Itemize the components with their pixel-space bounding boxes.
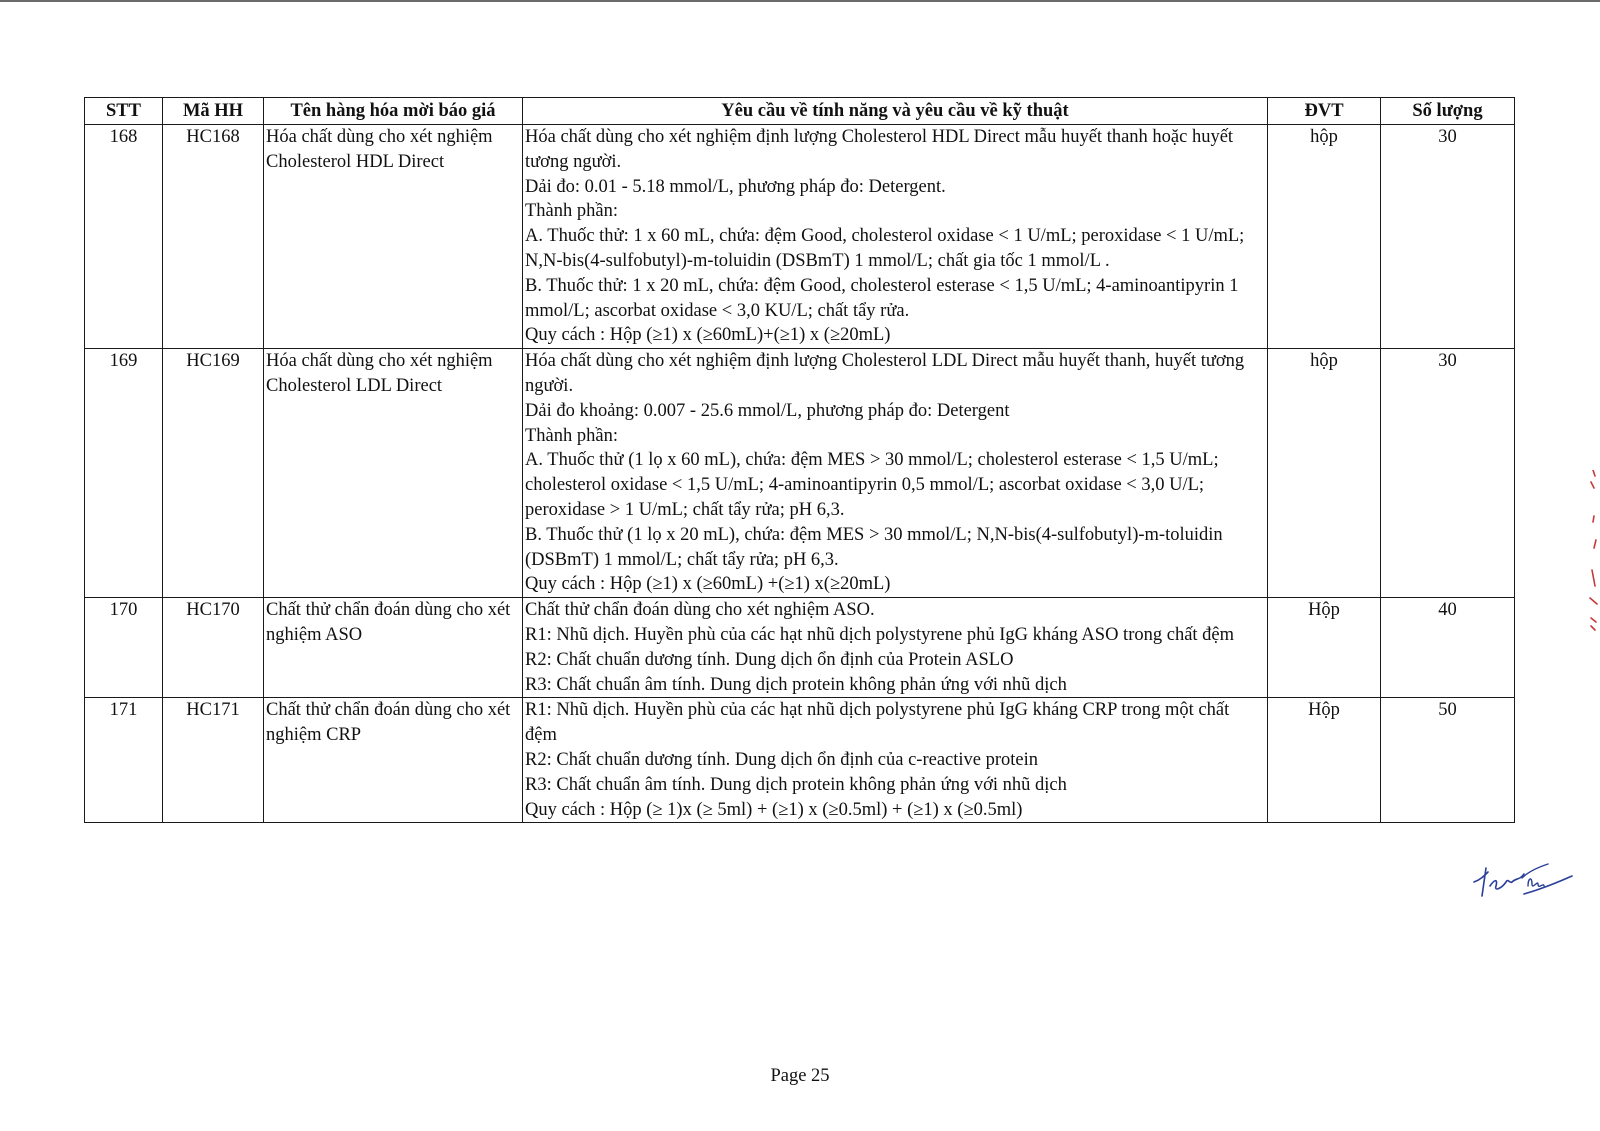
cell-quantity: 50 [1381, 698, 1515, 823]
cell-quantity: 40 [1381, 598, 1515, 698]
requirement-line: B. Thuốc thử (1 lọ x 20 mL), chứa: đệm MES > 30 mmol/L; N,N-bis(4-sulfobutyl)-m-toluidin (DSBmT) 1 mmol/L; chất tẩy rửa; pH 6,3. [525, 524, 1223, 570]
cell-code: HC168 [163, 125, 264, 349]
cell-stt: 170 [85, 598, 163, 698]
cell-unit: Hộp [1268, 598, 1381, 698]
goods-table [84, 97, 1515, 823]
requirement-line: Thành phần: [525, 201, 618, 222]
cell-requirements [523, 698, 1268, 823]
margin-red-marks [1585, 470, 1600, 650]
cell-quantity: 30 [1381, 349, 1515, 598]
handwritten-initials-signature [1466, 860, 1576, 910]
requirement-line: Dải đo: 0.01 - 5.18 mmol/L, phương pháp đo: Detergent. [525, 176, 946, 197]
requirement-line: A. Thuốc thử: 1 x 60 mL, chứa: đệm Good, cholesterol oxidase < 1 U/mL; peroxidase < 1 U/mL; N,N-bis(4-sulfobutyl)-m-toluidin (DSBmT) 1 mmol/L; chất gia tốc 1 mmol/L . [525, 226, 1245, 271]
header-name: Tên hàng hóa mời báo giá [264, 98, 523, 125]
table-row [85, 349, 1515, 598]
header-unit: ĐVT [1268, 98, 1381, 125]
table-header-row [85, 98, 1515, 125]
cell-requirements [523, 125, 1268, 349]
cell-unit: Hộp [1268, 698, 1381, 823]
cell-code: HC170 [163, 598, 264, 698]
cell-name: Chất thử chẩn đoán dùng cho xét nghiệm CRP [264, 698, 523, 823]
cell-stt: 169 [85, 349, 163, 598]
requirement-line: B. Thuốc thử: 1 x 20 mL, chứa: đệm Good, cholesterol esterase < 1,5 U/mL; 4-aminoantipyrin 1 mmol/L; ascorbat oxidase < 3,0 KU/L; chất tẩy rửa. [525, 275, 1239, 321]
page-top-edge [0, 0, 1600, 2]
requirement-line: Dải đo khoảng: 0.007 - 25.6 mmol/L, phương pháp đo: Detergent [525, 400, 1010, 421]
requirement-line: R1: Nhũ dịch. Huyền phù của các hạt nhũ dịch polystyrene phủ IgG kháng CRP trong một chất đệm [525, 700, 1230, 746]
requirement-line: Quy cách : Hộp (≥1) x (≥60mL) +(≥1) x(≥20mL) [525, 574, 891, 595]
cell-requirements [523, 349, 1268, 598]
header-requirements: Yêu cầu về tính năng và yêu cầu về kỹ thuật [523, 98, 1268, 125]
requirement-line: R2: Chất chuẩn dương tính. Dung dịch ổn định của c-reactive protein [525, 749, 1039, 770]
table-row [85, 698, 1515, 823]
cell-requirements [523, 598, 1268, 698]
requirement-line: R3: Chất chuẩn âm tính. Dung dịch protein không phản ứng với nhũ dịch [525, 674, 1067, 695]
page-number: Page 25 [770, 1066, 830, 1086]
requirement-line: R1: Nhũ dịch. Huyền phù của các hạt nhũ dịch polystyrene phủ IgG kháng ASO trong chất đệm [525, 624, 1235, 645]
table-row [85, 598, 1515, 698]
cell-name: Hóa chất dùng cho xét nghiệm Cholesterol LDL Direct [264, 349, 523, 598]
cell-unit: hộp [1268, 125, 1381, 349]
requirement-line: Quy cách : Hộp (≥1) x (≥60mL)+(≥1) x (≥20mL) [525, 325, 891, 346]
cell-stt: 171 [85, 698, 163, 823]
header-code: Mã HH [163, 98, 264, 125]
header-quantity: Số lượng [1381, 98, 1515, 125]
requirement-line: Quy cách : Hộp (≥ 1)x (≥ 5ml) + (≥1) x (≥0.5ml) + (≥1) x (≥0.5ml) [525, 799, 1023, 820]
requirement-line: Hóa chất dùng cho xét nghiệm định lượng Cholesterol HDL Direct mẫu huyết thanh hoặc huyết tương người. [525, 127, 1234, 172]
header-stt: STT [85, 98, 163, 125]
cell-stt: 168 [85, 125, 163, 349]
table-row [85, 125, 1515, 349]
requirement-line: Thành phần: [525, 425, 618, 446]
requirement-line: R2: Chất chuẩn dương tính. Dung dịch ổn định của Protein ASLO [525, 649, 1014, 670]
cell-unit: hộp [1268, 349, 1381, 598]
cell-name: Chất thử chẩn đoán dùng cho xét nghiệm ASO [264, 598, 523, 698]
requirement-line: Chất thử chẩn đoán dùng cho xét nghiệm ASO. [525, 600, 875, 621]
cell-code: HC169 [163, 349, 264, 598]
cell-quantity: 30 [1381, 125, 1515, 349]
requirement-line: Hóa chất dùng cho xét nghiệm định lượng Cholesterol LDL Direct mẫu huyết thanh, huyết tương người. [525, 351, 1245, 396]
cell-name: Hóa chất dùng cho xét nghiệm Cholesterol HDL Direct [264, 125, 523, 349]
requirement-line: A. Thuốc thử (1 lọ x 60 mL), chứa: đệm MES > 30 mmol/L; cholesterol esterase < 1,5 U/mL; cholesterol oxidase < 1,5 U/mL; 4-aminoantipyrin 0,5 mmol/L; ascorbat oxidase < 3,0 U/L; peroxidase > 1 U/mL; chất tẩy rửa; pH 6,3. [525, 450, 1219, 520]
cell-code: HC171 [163, 698, 264, 823]
requirement-line: R3: Chất chuẩn âm tính. Dung dịch protein không phản ứng với nhũ dịch [525, 774, 1067, 795]
